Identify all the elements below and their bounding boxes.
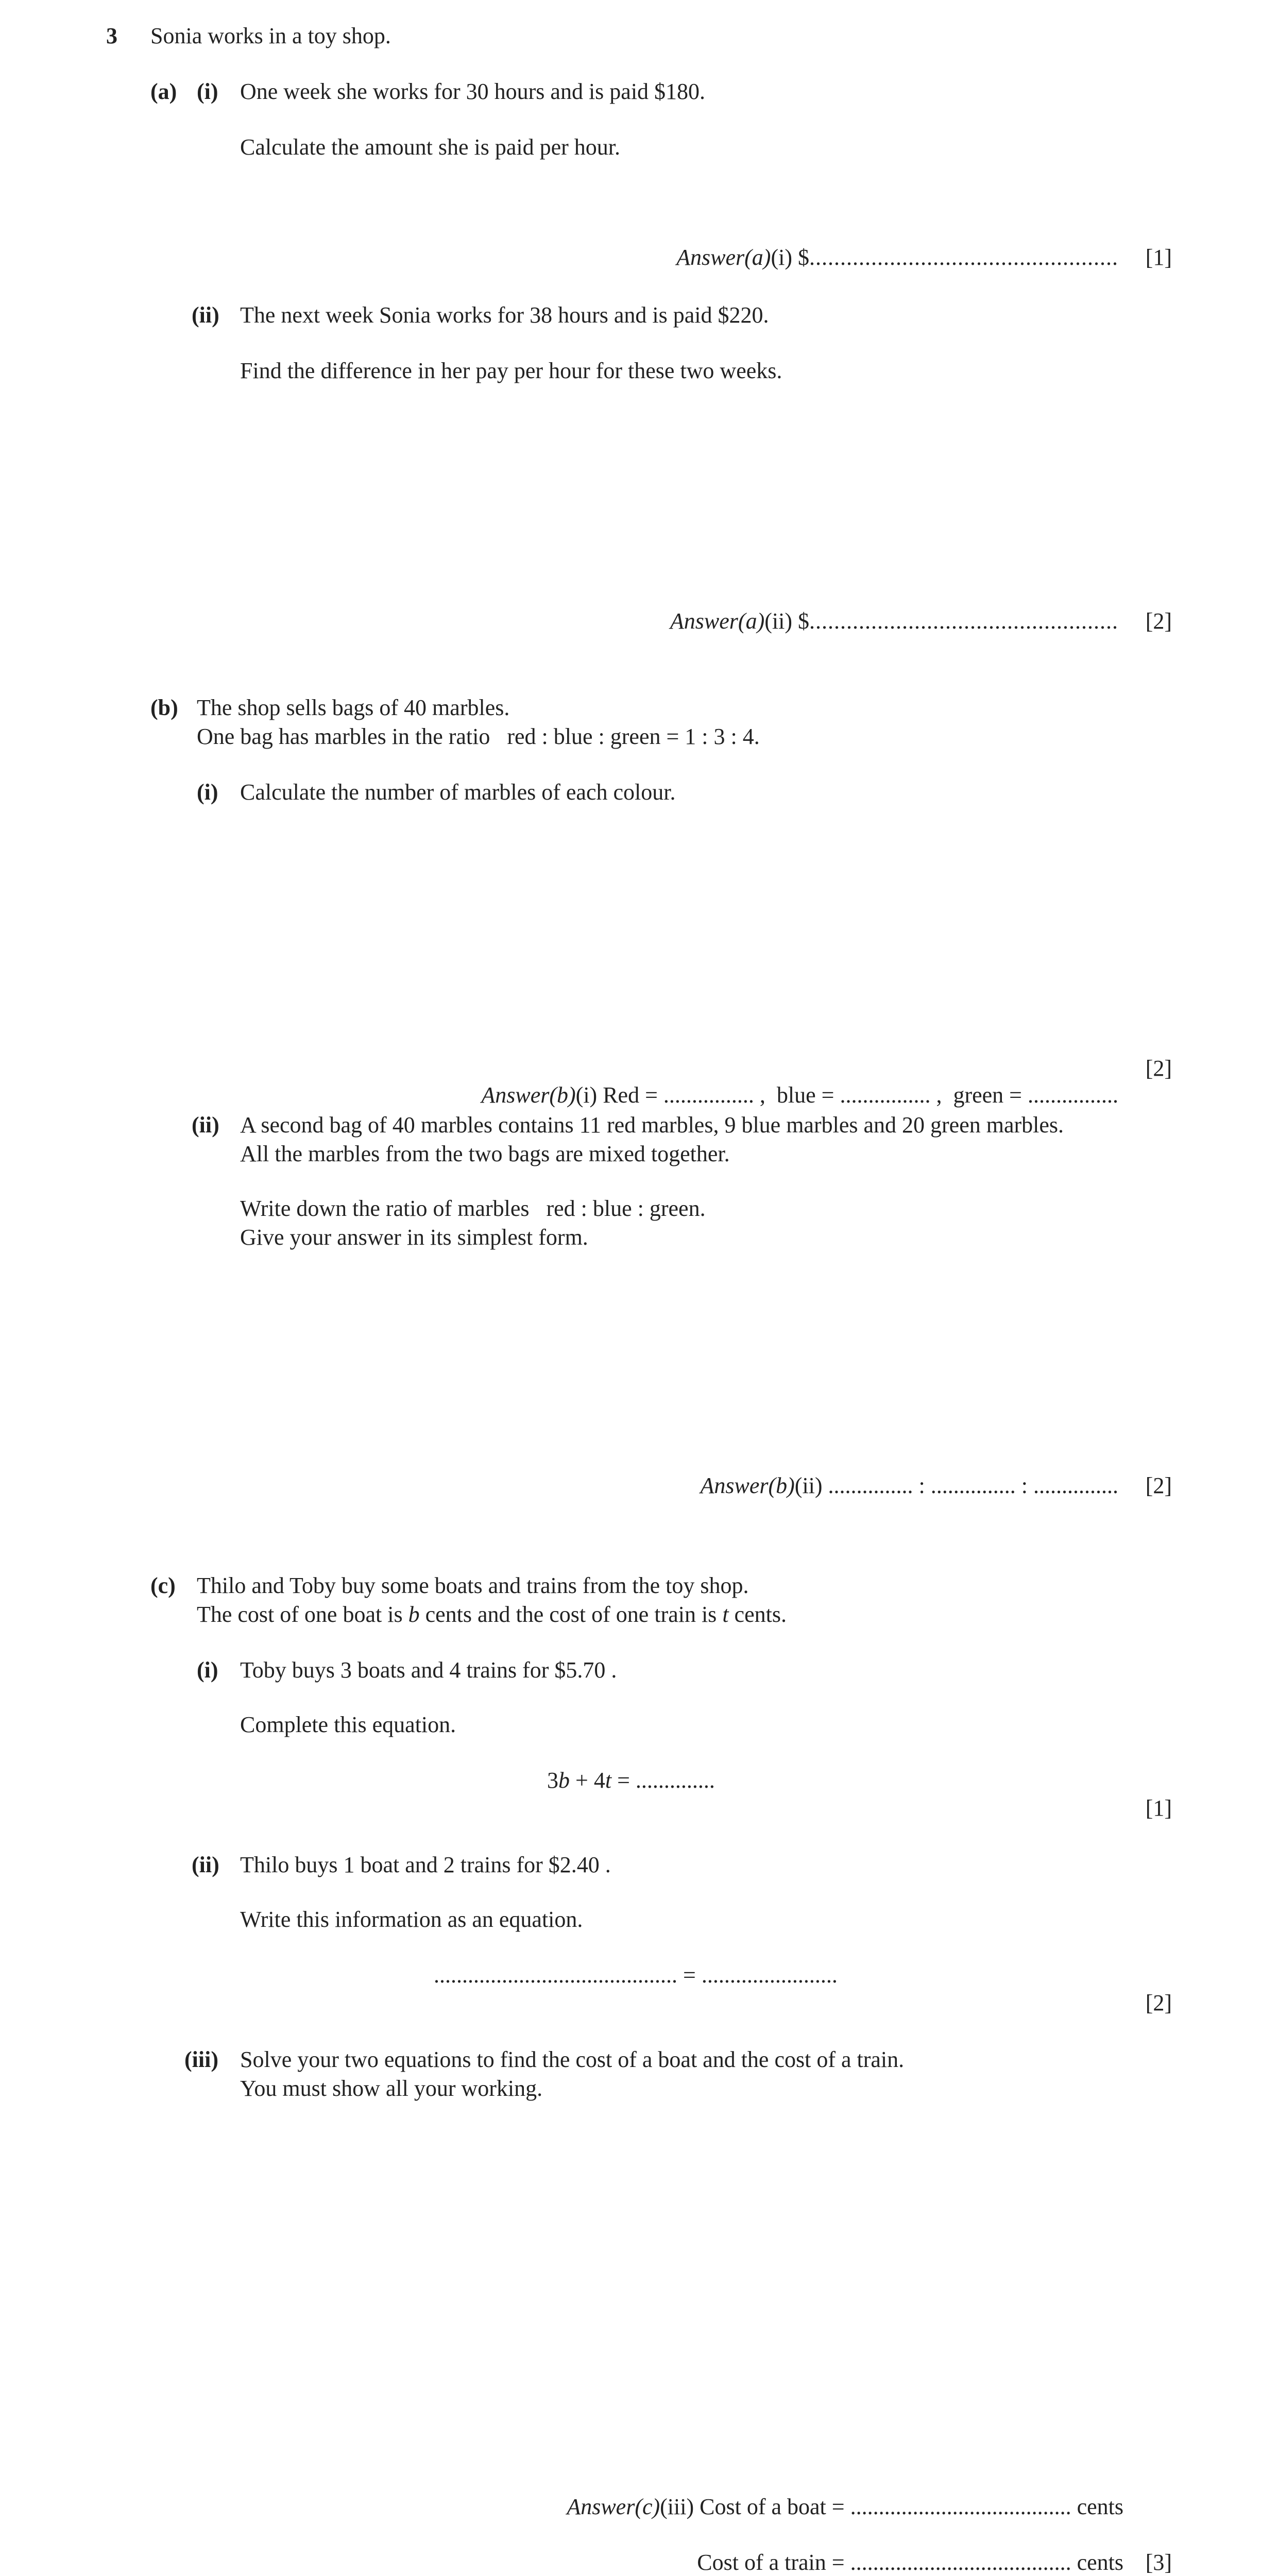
part-a-i-line1: One week she works for 30 hours and is paid $180. bbox=[240, 79, 706, 104]
marks-c-i: [1] bbox=[1145, 1795, 1172, 1821]
part-b-ii-line4: Give your answer in its simplest form. bbox=[240, 1225, 588, 1250]
part-b-line2: One bag has marbles in the ratio red : blue : green = 1 : 3 : 4. bbox=[197, 724, 760, 749]
answer-c-iii-prefix: Answer(c) bbox=[567, 2494, 660, 2519]
part-c-iii-line1: Solve your two equations to find the cost of a boat and the cost of a train. bbox=[240, 2047, 905, 2072]
answer-b-ii-text: (ii) ............... : ............... : ............... bbox=[794, 1473, 1118, 1498]
marks-c-iii: [3] bbox=[1145, 2550, 1172, 2575]
answer-a-i-sub: (i) $ bbox=[771, 245, 809, 270]
marks-b-ii: [2] bbox=[1145, 1473, 1172, 1498]
part-c-iii-label: (iii) bbox=[184, 2047, 218, 2072]
part-c-i-label: (i) bbox=[197, 1657, 218, 1683]
answer-a-i-prefix: Answer(a) bbox=[676, 245, 771, 270]
part-a-ii-label: (ii) bbox=[192, 302, 219, 328]
answer-b-i[interactable] bbox=[470, 1055, 1118, 1109]
marks-c-ii: [2] bbox=[1145, 1990, 1172, 2015]
part-a-ii-line1: The next week Sonia works for 38 hours and is paid $220. bbox=[240, 302, 769, 328]
answer-c-iii-train[interactable]: Cost of a train = ....................................... cents bbox=[697, 2550, 1123, 2575]
part-c-i-line2: Complete this equation. bbox=[240, 1712, 456, 1737]
answer-b-i-prefix: Answer(b) bbox=[481, 1082, 576, 1108]
part-b-i-label: (i) bbox=[197, 779, 218, 805]
part-b-ii-line3: Write down the ratio of marbles red : blue : green. bbox=[240, 1196, 706, 1221]
part-a-i-line2: Calculate the amount she is paid per hour. bbox=[240, 134, 621, 160]
part-a-i-label: (i) bbox=[197, 79, 218, 104]
part-b-ii-label: (ii) bbox=[192, 1112, 219, 1138]
answer-a-ii-sub: (ii) $ bbox=[764, 608, 809, 634]
answer-a-i-dots: .................................................. bbox=[809, 245, 1118, 270]
equation-c-i[interactable]: 3b + 4t = .............. bbox=[547, 1768, 715, 1793]
answer-a-i[interactable] bbox=[676, 244, 1118, 271]
marks-b-i: [2] bbox=[1145, 1056, 1172, 1081]
answer-b-ii-prefix: Answer(b) bbox=[700, 1473, 795, 1498]
equation-c-ii[interactable]: ........................................... = ........................ bbox=[434, 1962, 838, 1988]
part-a-ii-line2: Find the difference in her pay per hour for these two weeks. bbox=[240, 358, 782, 383]
question-intro: Sonia works in a toy shop. bbox=[150, 23, 391, 48]
part-c-ii-label: (ii) bbox=[192, 1852, 219, 1877]
question-number: 3 bbox=[106, 23, 117, 48]
part-c-i-line1: Toby buys 3 boats and 4 trains for $5.70 . bbox=[240, 1657, 617, 1683]
part-a-label: (a) bbox=[150, 79, 177, 104]
part-b-ii-line2: All the marbles from the two bags are mixed together. bbox=[240, 1141, 730, 1166]
answer-c-iii-boat[interactable] bbox=[567, 2494, 1123, 2520]
answer-c-iii-line1: (iii) Cost of a boat = ....................................... cents bbox=[660, 2494, 1123, 2519]
answer-a-ii[interactable] bbox=[670, 608, 1118, 635]
part-b-line1: The shop sells bags of 40 marbles. bbox=[197, 695, 510, 720]
answer-a-ii-prefix: Answer(a) bbox=[670, 608, 765, 634]
part-c-ii-line2: Write this information as an equation. bbox=[240, 1907, 583, 1932]
answer-a-ii-dots: .................................................. bbox=[809, 608, 1118, 634]
part-c-line2: The cost of one boat is b cents and the cost of one train is t cents. bbox=[197, 1602, 787, 1627]
part-c-line1: Thilo and Toby buy some boats and trains from the toy shop. bbox=[197, 1573, 749, 1598]
part-c-ii-line1: Thilo buys 1 boat and 2 trains for $2.40 . bbox=[240, 1852, 611, 1877]
answer-b-ii[interactable] bbox=[700, 1472, 1118, 1499]
answer-b-i-text: (i) Red = ................ , blue = ................ , green = ................ bbox=[575, 1082, 1118, 1108]
part-b-i-line1: Calculate the number of marbles of each colour. bbox=[240, 779, 676, 805]
part-c-iii-line2: You must show all your working. bbox=[240, 2076, 543, 2101]
part-c-label: (c) bbox=[150, 1573, 176, 1598]
part-b-ii-line1: A second bag of 40 marbles contains 11 red marbles, 9 blue marbles and 20 green marbles. bbox=[240, 1112, 1064, 1138]
marks-a-ii: [2] bbox=[1145, 608, 1172, 634]
part-b-label: (b) bbox=[150, 695, 178, 720]
marks-a-i: [1] bbox=[1145, 245, 1172, 270]
